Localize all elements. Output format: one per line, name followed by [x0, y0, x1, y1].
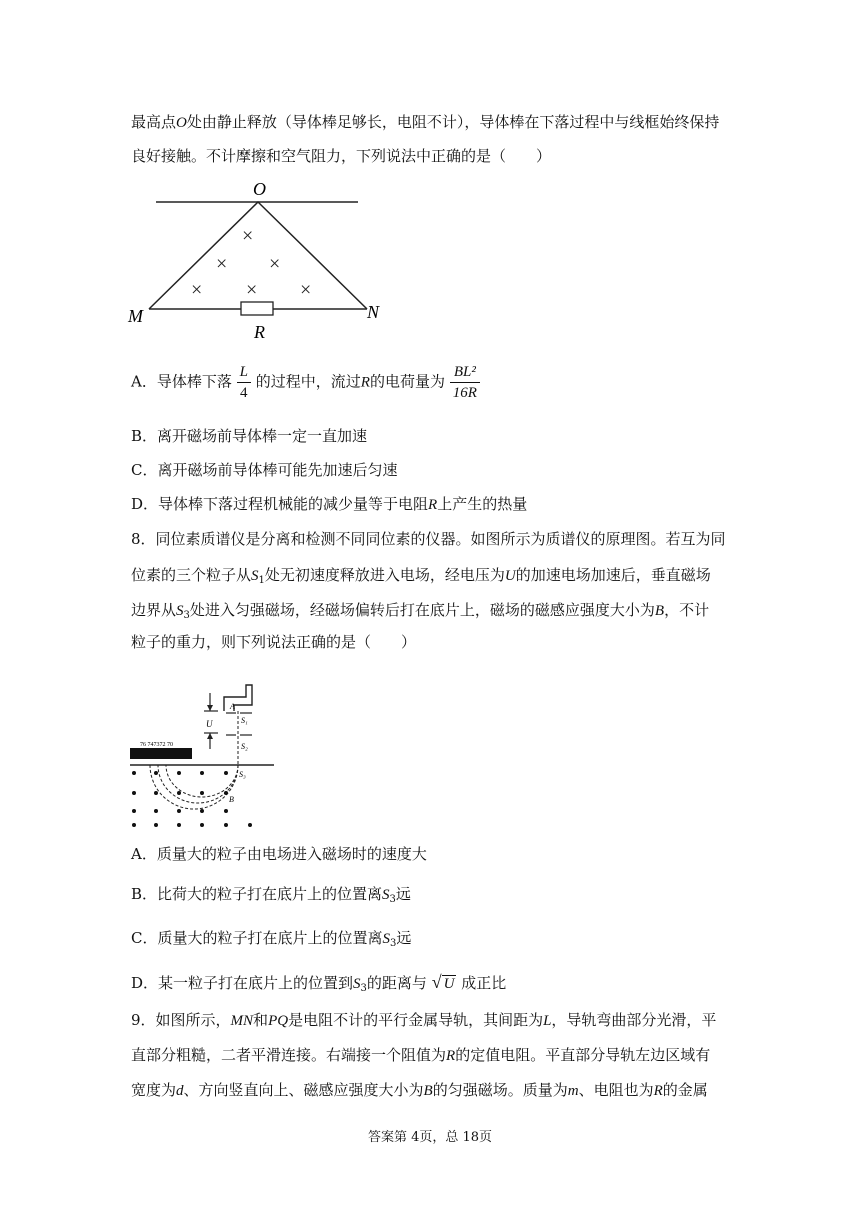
q7-option-b: B．离开磁场前导体棒一定一直加速	[131, 427, 368, 445]
svg-text:B: B	[229, 795, 234, 804]
q7-option-d: D．导体棒下落过程机械能的减少量等于电阻R上产生的热量	[131, 495, 528, 513]
svg-text:×: ×	[300, 279, 312, 301]
q8-spectrometer-figure	[126, 683, 276, 831]
frame-sides	[149, 202, 367, 309]
q7-intro-line1: 最高点O处由静止释放（导体棒足够长，电阻不计），导体棒在下落过程中与线框始终保持	[131, 113, 720, 131]
q7-intro-line2: 良好接触。不计摩擦和空气阻力，下列说法中正确的是（ ）	[131, 147, 552, 165]
page-footer: 答案第 4页，总 18页	[367, 1130, 493, 1145]
q9-line2: 直部分粗糙，二者平滑连接。右端接一个阻值为R的定值电阻。平直部分导轨左边区域有	[131, 1046, 711, 1064]
q9-line1: 9．如图所示，MN和PQ是电阻不计的平行金属导轨，其间距为L，导轨弯曲部分光滑，平	[131, 1011, 717, 1029]
ion-source	[224, 685, 252, 711]
q8-option-d: D．某一粒子打在底片上的位置到$S_3$的距离与 √ U 成正比	[131, 972, 507, 994]
q8-option-a: A．质量大的粒子由电场进入磁场时的速度大	[131, 845, 427, 863]
svg-text:S₃: S₃	[239, 770, 246, 779]
label-N: N	[367, 302, 380, 322]
svg-text:S₁: S₁	[241, 716, 248, 725]
q8-line3: 边界从$S_3$处进入匀强磁场，经磁场偏转后打在底片上，磁场的磁感应强度大小为B，不计	[131, 601, 710, 621]
q8-line1: 8．同位素质谱仪是分离和检测不同同位素的仪器。如图所示为质谱仪的原理图。若互为同	[131, 530, 726, 548]
q8-line2: 位素的三个粒子从$S_1$处无初速度释放进入电场，经电压为U的加速电场加速后，垂直磁场	[131, 566, 711, 586]
svg-text:×: ×	[246, 279, 258, 301]
svg-text:U: U	[206, 719, 213, 729]
q8-option-b: B．比荷大的粒子打在底片上的位置离$S_3$远	[131, 885, 411, 905]
q7-triangle-figure	[120, 176, 400, 346]
svg-text:S₂: S₂	[241, 742, 248, 751]
svg-text:76 747372 70: 76 747372 70	[140, 742, 173, 748]
q7-option-c: C．离开磁场前导体棒可能先加速后匀速	[131, 461, 398, 479]
svg-text:×: ×	[191, 279, 203, 301]
label-M: M	[128, 306, 143, 326]
svg-text:×: ×	[242, 225, 254, 247]
label-O: O	[253, 179, 266, 199]
svg-text:×: ×	[269, 253, 281, 275]
sqrt-u: √ U	[431, 972, 455, 992]
resistor-R	[241, 302, 273, 315]
q9-line3: 宽度为d、方向竖直向上、磁感应强度大小为B的匀强磁场。质量为m、电阻也为R的金属	[131, 1081, 708, 1099]
label-R: R	[254, 322, 265, 342]
q8-line4: 粒子的重力，则下列说法正确的是（ ）	[131, 633, 417, 651]
q8-option-c: C．质量大的粒子打在底片上的位置离$S_3$远	[131, 929, 412, 949]
svg-text:×: ×	[216, 253, 228, 275]
photo-plate	[130, 748, 192, 759]
q7-option-a: A．导体棒下落 $\frac{L}{4}$ 的过程中，流过R的电荷量为 $\frac{\text{BL²}}{16R}$	[131, 362, 480, 403]
svg-text:A: A	[230, 702, 235, 711]
